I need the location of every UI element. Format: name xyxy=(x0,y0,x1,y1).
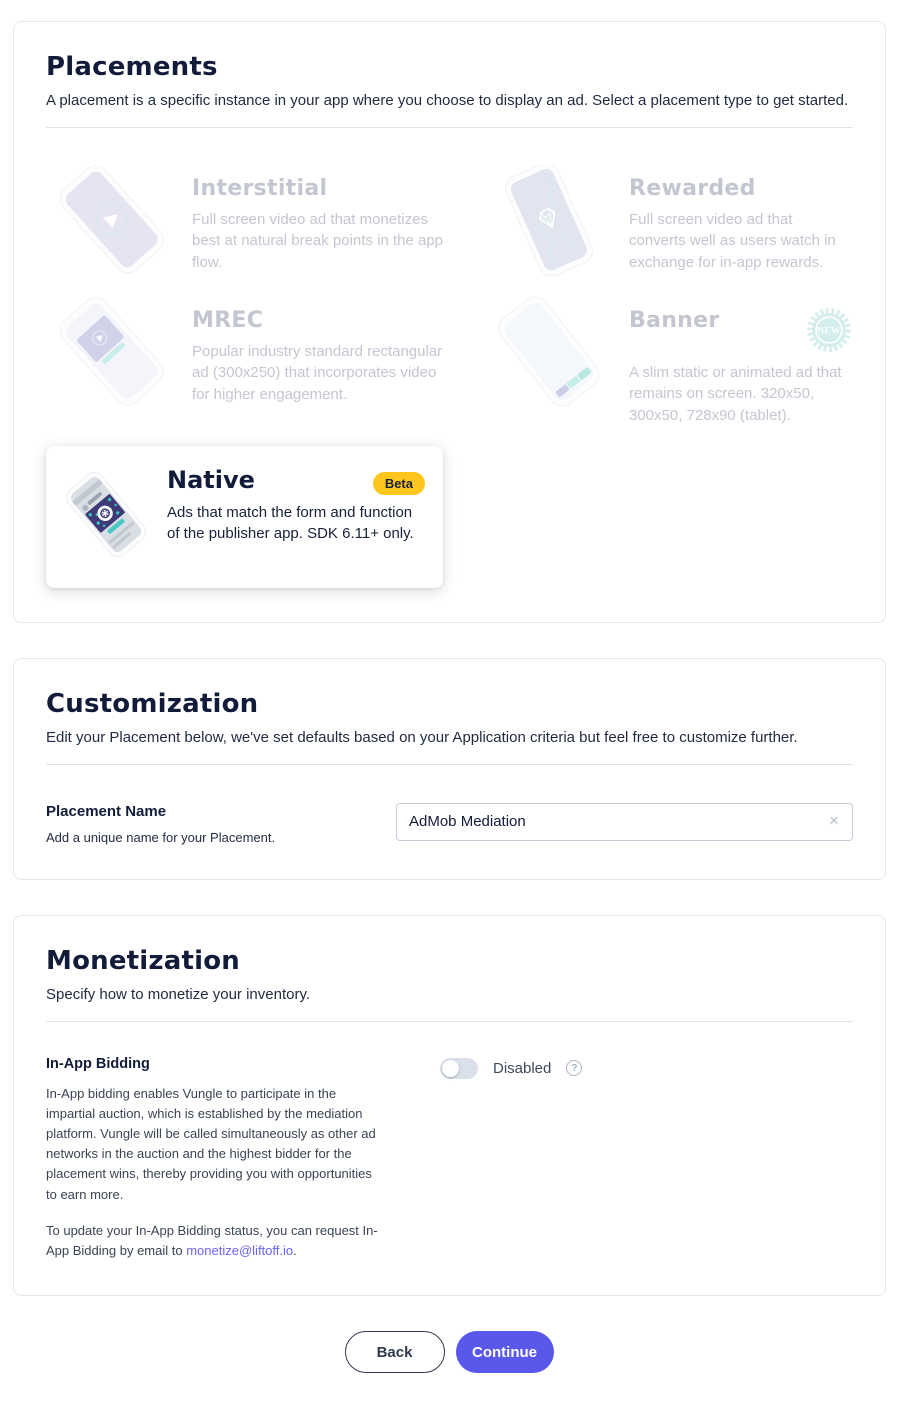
placement-type-interstitial[interactable] xyxy=(46,164,443,276)
interstitial-phone-icon xyxy=(46,164,176,276)
new-badge-icon xyxy=(805,306,853,354)
placement-type-description: Full screen video ad that monetizes best at natural break points in the app flow. xyxy=(192,211,444,271)
back-button[interactable]: Back xyxy=(345,1331,445,1373)
placement-type-label: Interstitial xyxy=(192,176,328,201)
help-icon[interactable]: ? xyxy=(566,1060,582,1076)
in-app-bidding-description: In-App bidding enables Vungle to participate in the impartial auction, which is established by the mediation platform. Vungle will be called simultaneously as other ad networks in the auction and the highest bidder for the placement wins, thereby providing you with opportunities to earn more. xyxy=(46,1085,376,1202)
new-badge-label: NEW xyxy=(817,325,841,336)
in-app-bidding-note xyxy=(46,1221,386,1261)
placement-type-label: Rewarded xyxy=(629,176,756,201)
native-phone-icon xyxy=(58,460,153,570)
toggle-knob xyxy=(442,1060,459,1077)
monetization-card xyxy=(13,915,886,1296)
placements-subtitle: A placement is a specific instance in your app where you choose to display an ad. Select a placement type to get started. xyxy=(46,92,849,109)
placement-type-banner[interactable] xyxy=(483,296,853,426)
toggle-status-label: Disabled xyxy=(493,1059,552,1077)
placement-name-input[interactable] xyxy=(396,803,853,841)
in-app-bidding-toggle[interactable] xyxy=(440,1058,478,1079)
customization-title: Customization xyxy=(46,688,259,719)
placement-type-label: Native xyxy=(167,465,255,494)
placement-type-description: Full screen video ad that converts well as users watch in exchange for in-app rewards. xyxy=(629,211,836,271)
placement-type-grid xyxy=(46,164,853,588)
banner-phone-icon xyxy=(483,296,613,408)
divider xyxy=(46,127,853,128)
placements-card xyxy=(13,21,886,623)
placement-name-label: Placement Name xyxy=(46,802,167,820)
divider xyxy=(46,1021,853,1022)
placements-title: Placements xyxy=(46,52,218,82)
placement-type-description: A slim static or animated ad that remains on screen. 320x50, 300x50, 728x90 (tablet). xyxy=(629,364,842,424)
bidding-note-suffix: . xyxy=(293,1242,297,1258)
continue-button[interactable]: Continue xyxy=(456,1331,554,1373)
in-app-bidding-row xyxy=(46,1056,853,1261)
clear-input-icon[interactable]: × xyxy=(825,812,843,830)
customization-subtitle: Edit your Placement below, we've set defaults based on your Application criteria but feel free to customize further. xyxy=(46,728,798,746)
rewarded-phone-icon xyxy=(483,164,613,276)
placement-type-description: Popular industry standard rectangular ad (300x250) that incorporates video for higher engagement. xyxy=(192,343,443,403)
beta-badge: Beta xyxy=(373,472,425,496)
bidding-note-text: To update your In-App Bidding status, you can request In-App Bidding by email to xyxy=(46,1222,378,1258)
footer-actions xyxy=(0,1331,898,1373)
customization-card xyxy=(13,658,886,880)
placement-type-label: Banner xyxy=(629,308,720,333)
monetize-email-link[interactable]: monetize@liftoff.io xyxy=(186,1242,294,1258)
divider xyxy=(46,764,853,765)
placement-type-description: Ads that match the form and function of the publisher app. SDK 6.11+ only. xyxy=(167,504,414,543)
placement-type-native-selected[interactable] xyxy=(46,446,443,588)
monetization-subtitle: Specify how to monetize your inventory. xyxy=(46,985,311,1003)
placement-type-rewarded[interactable] xyxy=(483,164,853,276)
in-app-bidding-label: In-App Bidding xyxy=(46,1055,150,1072)
monetization-title: Monetization xyxy=(46,945,241,976)
placement-name-help: Add a unique name for your Placement. xyxy=(46,829,276,845)
placement-type-label: MREC xyxy=(192,308,264,333)
placement-name-row xyxy=(46,803,853,845)
mrec-phone-icon xyxy=(46,296,176,408)
placement-type-mrec[interactable] xyxy=(46,296,443,426)
